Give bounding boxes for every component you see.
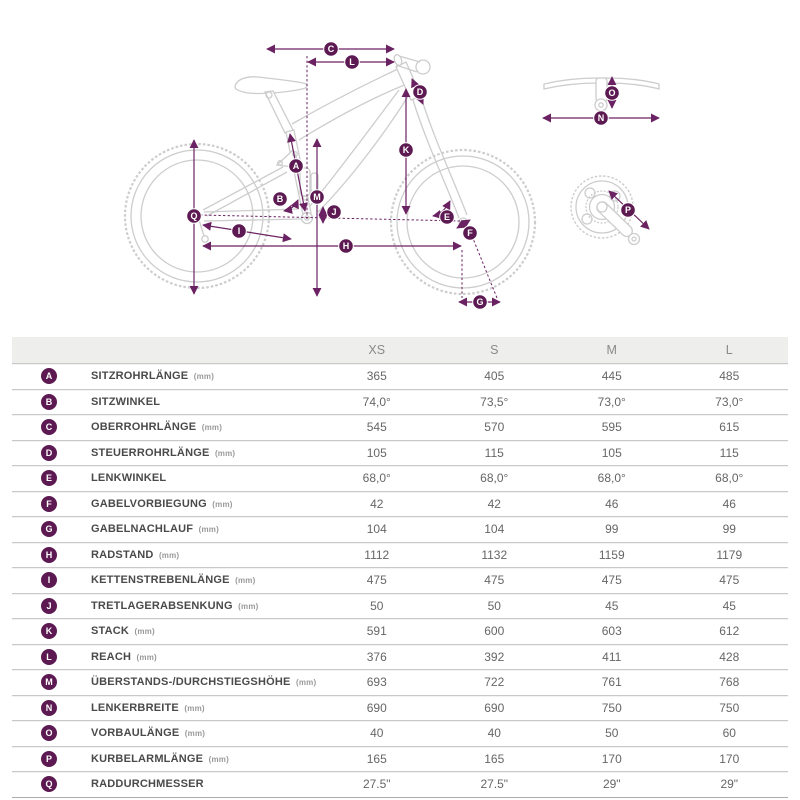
seatpost <box>265 91 293 133</box>
value-l: 29" <box>720 777 739 792</box>
value-xs: 693 <box>366 675 387 690</box>
row-label: LENKERBREITE (mm) <box>91 701 205 714</box>
row-letter: N <box>45 702 53 713</box>
value-l: 428 <box>719 649 740 664</box>
row-letter: L <box>46 651 52 662</box>
row-letter-badge <box>41 725 57 741</box>
row-label: STACK (mm) <box>91 625 155 638</box>
table-row <box>12 516 788 542</box>
diagram-marker-q <box>187 209 202 224</box>
value-s: 405 <box>484 369 505 384</box>
value-xs: 690 <box>366 700 387 715</box>
row-letter-badge <box>41 445 57 461</box>
steering-axis-dotted-line <box>472 236 497 298</box>
value-m: 46 <box>605 496 619 511</box>
row-letter: J <box>46 600 52 611</box>
row-unit: (mm) <box>134 652 157 662</box>
value-s: 722 <box>484 675 505 690</box>
geometry-diagram-area <box>0 0 800 330</box>
value-s: 50 <box>487 598 501 613</box>
row-letter: G <box>45 524 53 535</box>
row-letter-badge <box>41 649 57 665</box>
row-letter: B <box>45 396 53 407</box>
row-letter-badge <box>41 700 57 716</box>
diagram-marker-a <box>289 159 304 174</box>
row-label: KURBELARMLÄNGE (mm) <box>91 752 229 765</box>
value-s: 392 <box>484 649 505 664</box>
table-row <box>12 669 788 695</box>
row-label-cell <box>12 419 318 435</box>
row-letter-badge <box>41 394 57 410</box>
row-letter: A <box>45 371 53 382</box>
row-unit: (mm) <box>156 550 180 560</box>
row-unit: (mm) <box>182 729 206 739</box>
row-label-cell <box>12 751 318 767</box>
size-column-header-xs: XS <box>368 343 386 357</box>
row-label-cell <box>12 496 318 512</box>
row-unit: (mm) <box>212 448 236 458</box>
table-row <box>12 389 788 415</box>
diagram-marker-j <box>327 205 342 220</box>
row-unit: (mm) <box>293 678 317 688</box>
value-l: 485 <box>719 369 740 384</box>
value-s: 600 <box>484 624 505 639</box>
value-xs: 376 <box>366 649 387 664</box>
row-unit: (mm) <box>191 372 215 382</box>
value-l: 750 <box>719 700 740 715</box>
row-label-cell <box>12 649 318 665</box>
value-m: 45 <box>605 598 619 613</box>
value-m: 595 <box>601 420 622 435</box>
row-letter: I <box>47 575 51 586</box>
svg-text:M: M <box>313 192 321 203</box>
row-letter-badge <box>41 496 57 512</box>
row-unit: (mm) <box>206 754 229 764</box>
value-m: 750 <box>601 700 622 715</box>
row-label-cell <box>12 521 318 537</box>
row-unit: (mm) <box>199 423 223 433</box>
diagram-marker-b <box>273 192 288 207</box>
svg-text:J: J <box>331 207 337 218</box>
value-s: 73,5° <box>480 394 509 409</box>
diagram-marker-m <box>310 190 325 205</box>
row-label: LENKWINKEL <box>91 472 167 485</box>
value-l: 99 <box>722 522 736 537</box>
row-label-cell <box>12 368 318 384</box>
row-letter-badge <box>41 470 57 486</box>
value-xs: 545 <box>366 420 387 435</box>
row-label: REACH (mm) <box>91 650 157 663</box>
value-xs: 105 <box>366 445 387 460</box>
row-letter-badge <box>41 776 57 792</box>
row-label: ÜBERSTANDS-/DURCHSTIEGSHÖHE (mm) <box>91 676 317 689</box>
svg-text:N: N <box>597 113 605 124</box>
table-row <box>12 720 788 746</box>
value-l: 60 <box>722 726 736 741</box>
value-s: 104 <box>484 522 505 537</box>
value-l: 615 <box>719 420 740 435</box>
table-row <box>12 567 788 593</box>
row-label-cell <box>12 674 318 690</box>
rear-derailleur <box>199 220 204 236</box>
value-xs: 50 <box>370 598 384 613</box>
row-label: STEUERROHRLÄNGE (mm) <box>91 446 236 459</box>
diagram-marker-l <box>345 55 360 70</box>
value-l: 46 <box>722 496 736 511</box>
value-m: 475 <box>601 573 622 588</box>
table-row <box>12 363 788 389</box>
svg-text:P: P <box>624 205 632 216</box>
geometry-table-body <box>12 363 788 797</box>
table-row <box>12 414 788 440</box>
row-label-cell <box>12 394 318 410</box>
diagram-marker-g <box>473 295 488 310</box>
svg-text:B: B <box>276 194 284 205</box>
value-s: 475 <box>484 573 505 588</box>
row-unit: (mm) <box>232 576 256 586</box>
svg-text:D: D <box>416 87 424 98</box>
diagram-marker-d <box>413 85 428 100</box>
table-row <box>12 746 788 772</box>
row-letter-badge <box>41 623 57 639</box>
row-label: TRETLAGERABSENKUNG (mm) <box>91 599 259 612</box>
value-m: 50 <box>605 726 619 741</box>
row-label-cell <box>12 572 318 588</box>
value-s: 115 <box>484 445 504 460</box>
row-letter: H <box>45 549 53 560</box>
value-l: 475 <box>719 573 740 588</box>
value-l: 68,0° <box>715 471 744 486</box>
diagram-marker-c <box>324 42 339 57</box>
svg-text:Q: Q <box>190 211 198 222</box>
svg-text:I: I <box>237 226 241 237</box>
value-m: 29" <box>602 777 621 792</box>
diagram-marker-f <box>463 226 478 241</box>
value-m: 603 <box>601 624 622 639</box>
value-xs: 74,0° <box>362 394 391 409</box>
table-row <box>12 440 788 466</box>
bike-illustration <box>125 54 659 294</box>
row-letter: M <box>45 677 53 688</box>
table-row <box>12 465 788 491</box>
value-l: 115 <box>719 445 739 460</box>
value-xs: 42 <box>370 496 384 511</box>
row-label: RADDURCHMESSER <box>91 778 204 791</box>
diagram-marker-e <box>440 210 455 225</box>
table-row <box>12 644 788 670</box>
row-unit: (mm) <box>235 601 259 611</box>
value-xs: 365 <box>366 369 387 384</box>
value-xs: 104 <box>366 522 387 537</box>
svg-text:E: E <box>443 212 451 223</box>
value-m: 105 <box>601 445 622 460</box>
table-row <box>12 542 788 568</box>
value-l: 73,0° <box>715 394 744 409</box>
row-letter: Q <box>45 779 53 790</box>
diagram-marker-p <box>621 203 636 218</box>
row-letter-badge <box>41 572 57 588</box>
value-l: 45 <box>722 598 736 613</box>
value-m: 170 <box>601 751 622 766</box>
value-s: 42 <box>487 496 501 511</box>
value-m: 761 <box>601 675 622 690</box>
row-letter: E <box>45 473 52 484</box>
row-label-cell <box>12 598 318 614</box>
value-xs: 27.5" <box>362 777 391 792</box>
row-label-cell <box>12 547 318 563</box>
bike-geometry-diagram <box>0 0 800 330</box>
row-letter: P <box>45 753 52 764</box>
row-label: RADSTAND (mm) <box>91 548 180 561</box>
svg-text:H: H <box>342 241 350 252</box>
value-m: 73,0° <box>597 394 626 409</box>
handlebar-top-view <box>544 78 659 111</box>
svg-text:A: A <box>292 161 300 172</box>
row-unit: (mm) <box>209 499 233 509</box>
row-label-cell <box>12 700 318 716</box>
value-s: 690 <box>484 700 505 715</box>
value-xs: 1112 <box>364 547 390 562</box>
value-s: 1132 <box>481 547 508 562</box>
diagram-marker-h <box>339 239 354 254</box>
fork <box>413 100 459 218</box>
svg-text:L: L <box>349 57 355 68</box>
value-xs: 475 <box>366 573 387 588</box>
value-l: 1179 <box>716 547 743 562</box>
row-label: SITZWINKEL <box>91 395 161 408</box>
row-label: GABELVORBIEGUNG (mm) <box>91 497 233 510</box>
row-letter: K <box>45 626 53 637</box>
row-label: OBERROHRLÄNGE (mm) <box>91 421 223 434</box>
diagram-marker-n <box>594 111 609 126</box>
row-letter-badge <box>41 547 57 563</box>
value-m: 411 <box>602 649 622 664</box>
geometry-table <box>12 337 788 798</box>
row-letter-badge <box>41 598 57 614</box>
table-row <box>12 491 788 517</box>
value-s: 40 <box>487 726 501 741</box>
value-xs: 68,0° <box>362 471 391 486</box>
svg-text:C: C <box>327 44 335 55</box>
row-letter-badge <box>41 521 57 537</box>
table-row <box>12 695 788 721</box>
value-l: 170 <box>719 751 740 766</box>
pedal-axle <box>629 234 640 245</box>
row-letter: D <box>45 447 53 458</box>
row-label-cell <box>12 725 318 741</box>
row-label: KETTENSTREBENLÄNGE (mm) <box>91 574 256 587</box>
value-m: 99 <box>605 522 619 537</box>
table-row <box>12 618 788 644</box>
row-label: SITZROHRLÄNGE (mm) <box>91 370 215 383</box>
diagram-marker-i <box>232 224 247 239</box>
size-column-header-m: M <box>606 343 617 357</box>
value-s: 165 <box>484 751 505 766</box>
svg-text:O: O <box>608 88 616 99</box>
row-label-cell <box>12 623 318 639</box>
row-label-cell <box>12 470 318 486</box>
row-letter: C <box>45 422 53 433</box>
row-letter: F <box>46 498 52 509</box>
svg-text:K: K <box>402 145 410 156</box>
row-letter-badge <box>41 368 57 384</box>
row-letter-badge <box>41 674 57 690</box>
value-l: 612 <box>719 624 740 639</box>
row-label: VORBAULÄNGE (mm) <box>91 727 206 740</box>
front-wheel <box>391 150 535 294</box>
row-unit: (mm) <box>196 525 219 535</box>
size-column-header-s: S <box>490 343 499 357</box>
table-row <box>12 771 788 797</box>
row-label: GABELNACHLAUF (mm) <box>91 523 219 536</box>
size-column-header-l: L <box>725 343 733 357</box>
svg-text:G: G <box>476 297 484 308</box>
row-letter-badge <box>41 419 57 435</box>
value-s: 27.5" <box>480 777 509 792</box>
row-label-cell <box>12 776 318 792</box>
value-s: 68,0° <box>480 471 509 486</box>
geometry-table-header <box>12 337 788 363</box>
value-l: 768 <box>719 675 740 690</box>
row-letter: O <box>45 728 53 739</box>
svg-text:F: F <box>467 228 473 239</box>
diagram-marker-o <box>605 86 620 101</box>
value-xs: 591 <box>366 624 387 639</box>
dim-arrow-i-chainstay <box>203 225 291 239</box>
table-row <box>12 593 788 619</box>
row-label-cell <box>12 445 318 461</box>
row-letter-badge <box>41 751 57 767</box>
row-unit: (mm) <box>181 703 205 713</box>
value-m: 1159 <box>598 547 625 562</box>
value-xs: 40 <box>370 726 384 741</box>
value-xs: 165 <box>366 751 387 766</box>
value-m: 445 <box>601 369 622 384</box>
value-m: 68,0° <box>597 471 626 486</box>
row-unit: (mm) <box>132 627 155 637</box>
diagram-marker-k <box>399 143 414 158</box>
value-s: 570 <box>484 420 505 435</box>
